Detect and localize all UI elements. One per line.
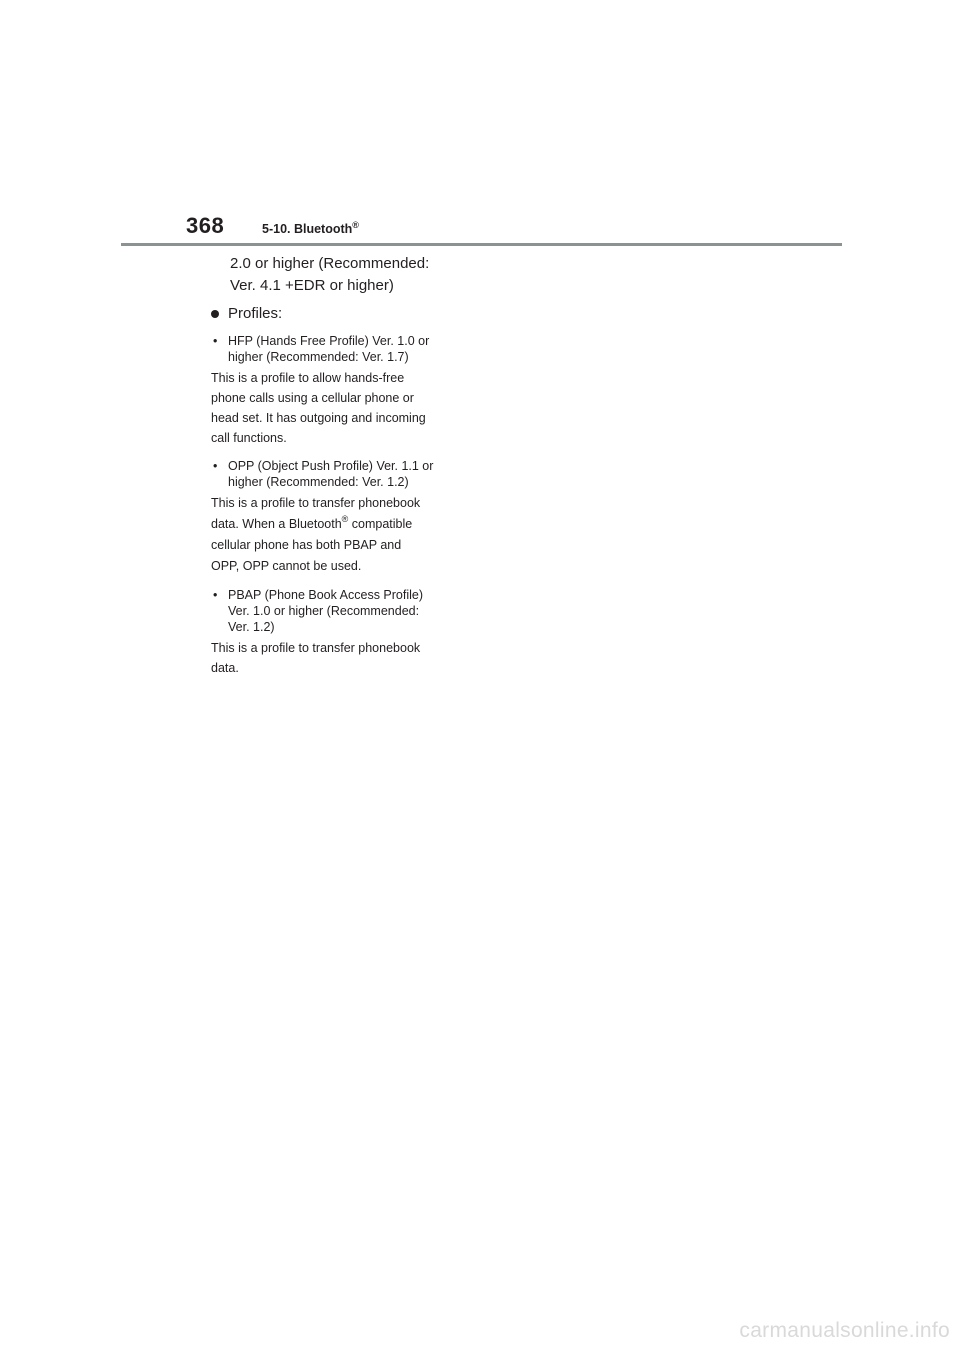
profile-title	[228, 587, 471, 635]
continuation-line: Ver. 4.1 +EDR or higher)	[230, 277, 394, 294]
profile-title	[228, 333, 471, 365]
profile-title-line: Ver. 1.2)	[228, 620, 275, 634]
profile-item-pbap	[211, 587, 471, 635]
profile-description-hfp	[211, 368, 471, 448]
desc-line: phone calls using a cellular phone or	[211, 391, 414, 405]
profile-description-pbap	[211, 638, 471, 678]
profile-title-line: higher (Recommended: Ver. 1.7)	[228, 350, 409, 364]
page-number: 368	[186, 213, 225, 238]
desc-line: This is a profile to transfer phonebook	[211, 641, 421, 655]
profiles-heading-text: Profiles:	[228, 305, 283, 322]
profiles-heading	[211, 303, 471, 325]
desc-line: data.	[211, 661, 239, 675]
header-divider	[121, 243, 842, 246]
bullet-dot-icon	[211, 310, 219, 318]
desc-line-tail: compatible	[348, 517, 413, 531]
desc-line: OPP, OPP cannot be used.	[211, 559, 362, 573]
profile-item-opp	[211, 458, 471, 490]
profile-title-line: Ver. 1.0 or higher (Recommended:	[228, 604, 420, 618]
desc-line: head set. It has outgoing and incoming	[211, 411, 426, 425]
profile-title-line: OPP (Object Push Profile) Ver. 1.1 or	[228, 459, 434, 473]
watermark-text: carmanualsonline.info	[739, 1319, 950, 1342]
continuation-line: 2.0 or higher (Recommended:	[230, 255, 430, 272]
page-content	[211, 253, 471, 678]
bullet-mark: •	[213, 588, 218, 602]
profile-description-opp	[211, 493, 471, 577]
bullet-mark: •	[213, 459, 218, 473]
registered-mark: ®	[352, 220, 359, 230]
desc-line: This is a profile to transfer phonebook	[211, 496, 421, 510]
bullet-mark: •	[213, 334, 218, 348]
profile-title-line: higher (Recommended: Ver. 1.2)	[228, 475, 409, 489]
desc-line: data. When a Bluetooth	[211, 517, 342, 531]
profile-title-line: PBAP (Phone Book Access Profile)	[228, 588, 424, 602]
registered-mark: ®	[341, 514, 349, 524]
profile-title-line: HFP (Hands Free Profile) Ver. 1.0 or	[228, 334, 430, 348]
desc-line: call functions.	[211, 431, 287, 445]
desc-line: This is a profile to allow hands-free	[211, 371, 405, 385]
section-title-text: 5-10. Bluetooth	[262, 222, 353, 236]
desc-line: cellular phone has both PBAP and	[211, 538, 402, 552]
section-title	[262, 220, 359, 236]
profile-item-hfp	[211, 333, 471, 365]
profile-title	[228, 458, 471, 490]
